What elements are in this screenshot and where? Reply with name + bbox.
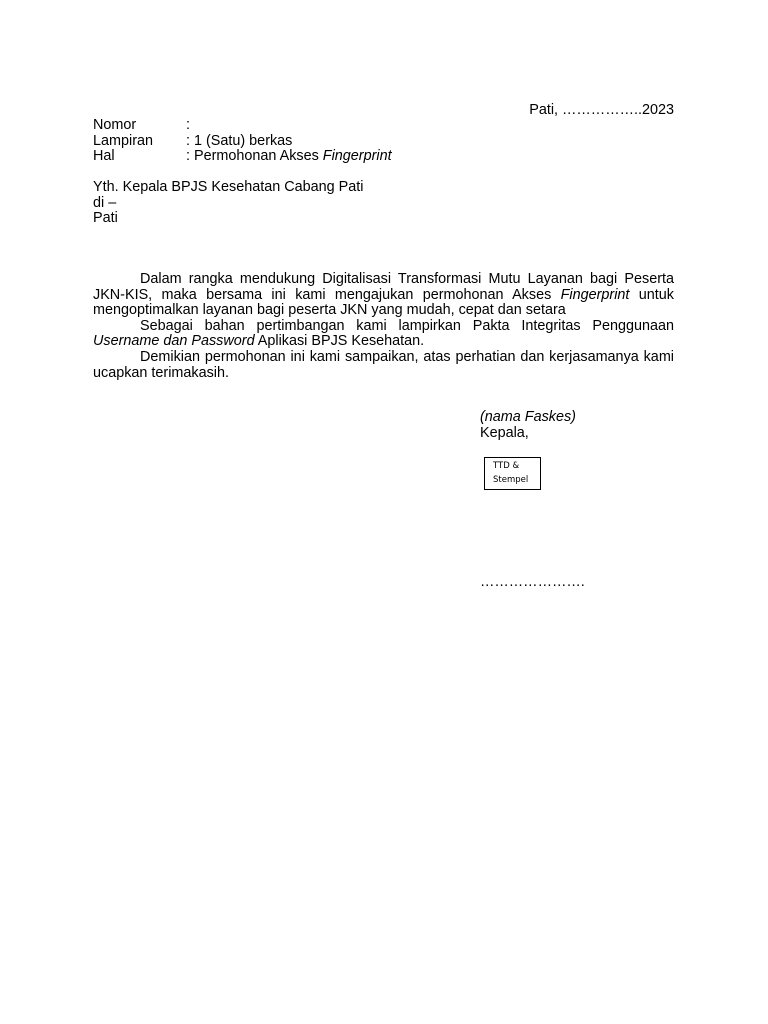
nomor-label: Nomor bbox=[93, 117, 137, 133]
meta-lampiran bbox=[93, 134, 392, 150]
stamp-box bbox=[484, 457, 541, 490]
meta-hal bbox=[93, 149, 392, 165]
date-line: Pati, ……………..2023 bbox=[529, 102, 674, 118]
nomor-value: : bbox=[186, 117, 190, 133]
letter-body bbox=[93, 272, 674, 381]
hal-label: Hal bbox=[93, 148, 115, 165]
faskes-name: (nama Faskes) bbox=[480, 409, 576, 425]
letter-meta bbox=[93, 118, 392, 165]
signature-block bbox=[480, 410, 576, 441]
body-paragraph-1 bbox=[93, 272, 674, 319]
p1-italic: Fingerprint bbox=[560, 286, 630, 303]
hal-value bbox=[186, 149, 392, 165]
p1-text-a: Dalam rangka mendukung Digitalisasi Transformasi Mutu Layanan bagi Peserta JKN-KIS, maka bersama ini kami mengajukan permohonan Akses bbox=[93, 271, 674, 303]
lampiran-label: Lampiran bbox=[93, 132, 153, 149]
p1-text-b: untuk mengoptimalkan layanan bagi peserta JKN yang mudah, cepat dan setara bbox=[93, 286, 674, 319]
lampiran-value: : 1 (Satu) berkas bbox=[186, 132, 293, 149]
p2-text-b: Aplikasi BPJS Kesehatan. bbox=[254, 333, 425, 350]
address-line-3: Pati bbox=[93, 210, 118, 227]
hal-value-prefix: : Permohonan Akses bbox=[186, 148, 323, 165]
hal-value-italic: Fingerprint bbox=[322, 148, 392, 165]
meta-nomor bbox=[93, 118, 392, 134]
body-paragraph-3: Demikian permohonan ini kami sampaikan, atas perhatian dan kerjasamanya kami ucapkan terimakasih. bbox=[93, 348, 674, 381]
signer-title: Kepala, bbox=[480, 424, 529, 441]
body-paragraph-2 bbox=[93, 319, 674, 350]
p2-text-a: Sebagai bahan pertimbangan kami lampirkan Pakta Integritas Penggunaan bbox=[140, 317, 674, 334]
address-line-2: di – bbox=[93, 194, 117, 211]
address-line-1: Yth. Kepala BPJS Kesehatan Cabang Pati bbox=[93, 179, 364, 195]
recipient-address bbox=[93, 180, 363, 227]
signer-name-placeholder: …………………. bbox=[480, 574, 585, 590]
p2-italic: Username dan Password bbox=[93, 333, 255, 350]
stamp-line-1: TTD & bbox=[493, 461, 520, 471]
stamp-line-2: Stempel bbox=[493, 475, 529, 485]
